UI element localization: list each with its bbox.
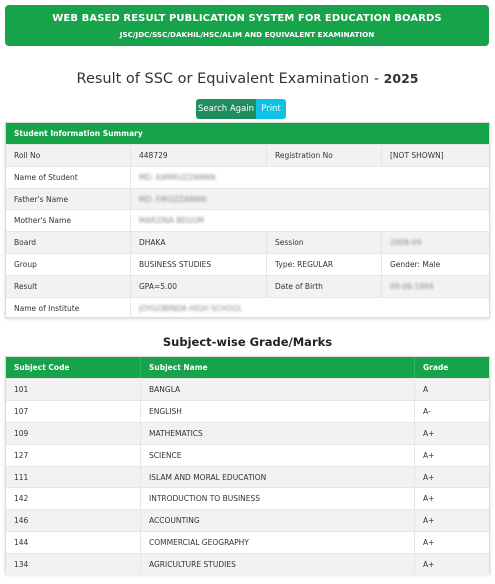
header-title: WEB BASED RESULT PUBLICATION SYSTEM FOR EDUCATION BOARDS xyxy=(52,13,442,24)
group-label: Group xyxy=(14,259,37,269)
roll-value: 448729 xyxy=(130,145,266,166)
table-row xyxy=(6,553,489,575)
subject-name: SCIENCE xyxy=(140,445,414,466)
table-row xyxy=(6,444,489,466)
info-row-roll xyxy=(6,144,489,166)
subject-code: 127 xyxy=(14,450,29,460)
subject-grade: A xyxy=(414,379,491,400)
info-row-result xyxy=(6,275,489,297)
print-button[interactable]: Print xyxy=(256,99,286,119)
dob-value xyxy=(381,276,491,297)
result-value: GPA=5.00 xyxy=(130,276,266,297)
grades-body xyxy=(6,378,489,575)
mother-name-text: MARZINA BEGUM xyxy=(139,216,204,226)
dob-label: Date of Birth xyxy=(266,276,381,297)
info-row-board xyxy=(6,231,489,253)
info-row-mother xyxy=(6,209,489,231)
subject-name: AGRICULTURE STUDIES xyxy=(140,554,414,575)
subject-grade: A+ xyxy=(414,445,491,466)
mother-name-label: Mother's Name xyxy=(14,216,71,226)
student-name-text: MD. KAMRUZZAMAN xyxy=(139,172,216,182)
session-text: 2008-09 xyxy=(390,238,422,248)
subject-grade: A+ xyxy=(414,467,491,488)
subject-code: 107 xyxy=(14,406,29,416)
table-row xyxy=(6,466,489,488)
grades-heading: Subject-wise Grade/Marks xyxy=(162,335,333,349)
info-row-name xyxy=(6,166,489,188)
table-row xyxy=(6,509,489,531)
subject-name: ENGLISH xyxy=(140,401,414,422)
father-name-value xyxy=(130,189,491,210)
info-row-institute xyxy=(6,297,489,319)
board-label: Board xyxy=(14,238,37,248)
subject-code: 101 xyxy=(14,385,29,394)
registration-value: [NOT SHOWN] xyxy=(381,145,491,166)
exam-title: Result of SSC or Equivalent Examination - xyxy=(76,71,384,87)
info-row-father xyxy=(6,188,489,210)
subject-name: BANGLA xyxy=(140,379,414,400)
action-buttons xyxy=(196,99,286,119)
student-info-card xyxy=(5,122,490,318)
table-row xyxy=(6,487,489,509)
result-label: Result xyxy=(14,281,38,291)
table-row xyxy=(6,531,489,553)
search-again-button[interactable]: Search Again xyxy=(196,99,256,119)
header-subtitle: JSC/JDC/SSC/DAKHIL/HSC/ALIM AND EQUIVALENT EXAMINATION xyxy=(119,30,375,39)
table-row xyxy=(6,422,489,444)
father-name-label: Father's Name xyxy=(14,194,69,204)
table-row xyxy=(6,378,489,400)
subject-code: 111 xyxy=(14,472,29,482)
subject-grade: A+ xyxy=(414,532,491,553)
session-label: Session xyxy=(266,232,381,253)
father-name-text: MD. FIROZZAMAN xyxy=(139,194,207,204)
subject-code: 142 xyxy=(14,494,29,504)
roll-label: Roll No xyxy=(14,151,41,160)
registration-label: Registration No xyxy=(266,145,381,166)
subject-name: INTRODUCTION TO BUSINESS xyxy=(140,488,414,509)
page-title xyxy=(0,71,495,87)
student-info-heading: Student Information Summary xyxy=(6,123,489,144)
subject-name: ISLAM AND MORAL EDUCATION xyxy=(140,467,414,488)
column-header-grade: Grade xyxy=(414,357,491,378)
subject-grade: A- xyxy=(414,401,491,422)
header-banner xyxy=(5,5,489,46)
grades-table xyxy=(5,356,490,574)
institute-value xyxy=(130,298,491,319)
subject-code: 146 xyxy=(14,516,29,526)
subject-name: COMMERCIAL GEOGRAPHY xyxy=(140,532,414,553)
subject-grade: A+ xyxy=(414,488,491,509)
student-gender: Gender: Male xyxy=(381,254,491,275)
grades-header-row xyxy=(6,357,489,378)
exam-year: 2025 xyxy=(383,71,419,86)
student-name-value xyxy=(130,167,491,188)
subject-name: MATHEMATICS xyxy=(140,423,414,444)
student-type: Type: REGULAR xyxy=(266,254,381,275)
table-row xyxy=(6,400,489,422)
group-value: BUSINESS STUDIES xyxy=(130,254,266,275)
subject-name: ACCOUNTING xyxy=(140,510,414,531)
dob-text: 09-06-1994 xyxy=(390,281,434,291)
subject-code: 109 xyxy=(14,428,29,438)
institute-text: JOYGOBINDA HIGH SCHOOL xyxy=(139,303,243,313)
column-header-name: Subject Name xyxy=(140,357,414,378)
session-value xyxy=(381,232,491,253)
column-header-code: Subject Code xyxy=(14,363,70,372)
student-name-label: Name of Student xyxy=(14,172,78,182)
subject-code: 144 xyxy=(14,538,29,548)
mother-name-value xyxy=(130,210,491,231)
board-value: DHAKA xyxy=(130,232,266,253)
subject-grade: A+ xyxy=(414,554,491,575)
subject-code: 134 xyxy=(14,560,29,570)
subject-grade: A+ xyxy=(414,423,491,444)
info-row-group xyxy=(6,253,489,275)
institute-label: Name of Institute xyxy=(14,303,80,313)
subject-grade: A+ xyxy=(414,510,491,531)
